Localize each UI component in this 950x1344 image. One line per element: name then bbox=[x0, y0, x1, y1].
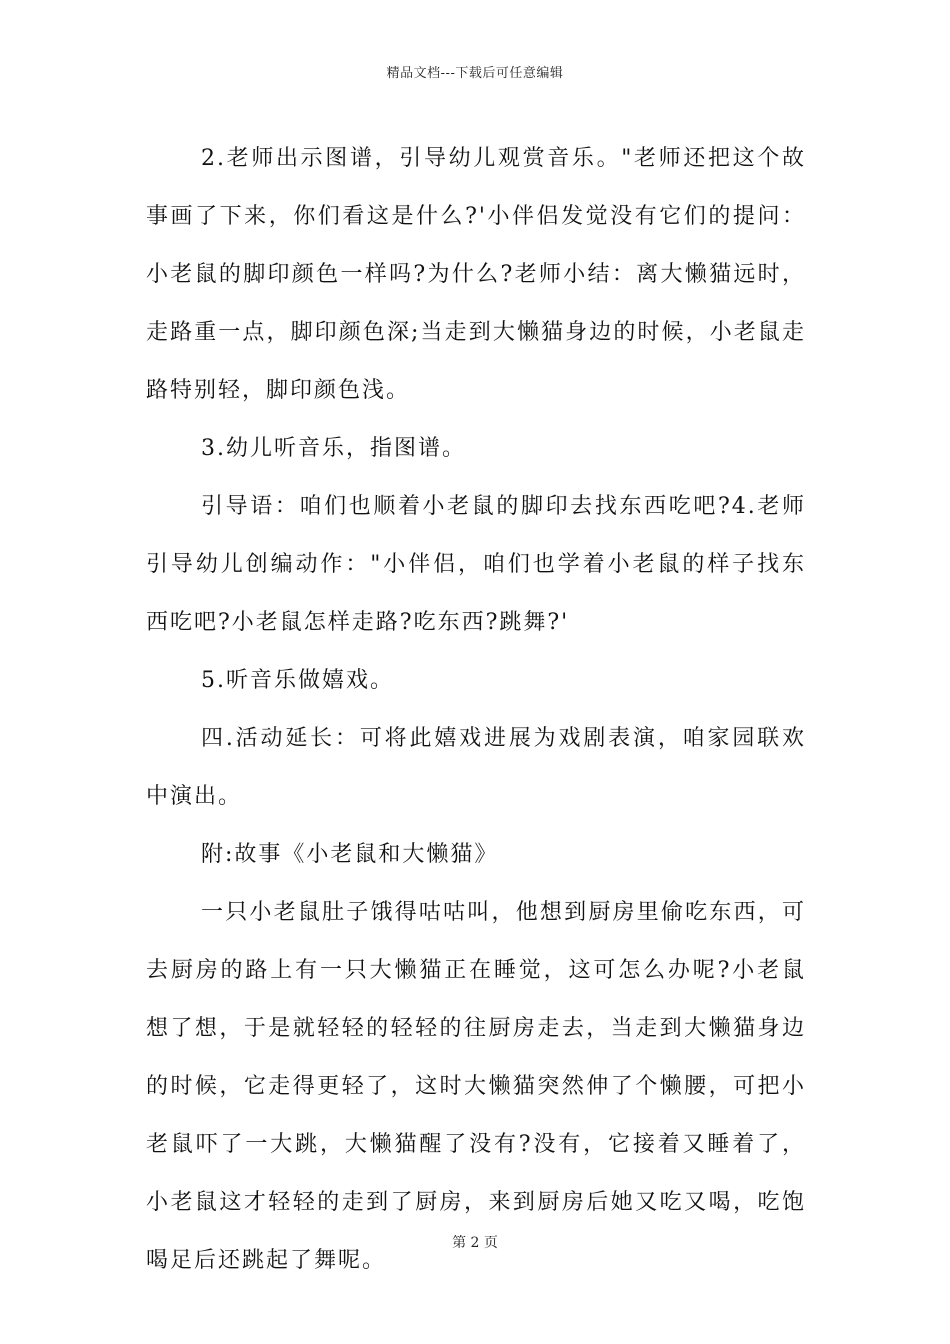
paragraph-step-4: 引导语：咱们也顺着小老鼠的脚印去找东西吃吧?4.老师引导幼儿创编动作："小伴侣，咱们也学着小老鼠的样子找东西吃吧?小老鼠怎样走路?吃东西?跳舞?' bbox=[146, 494, 806, 635]
page-header: 精品文档---下载后可任意编辑 bbox=[386, 66, 564, 81]
paragraph-step-2: 2.老师出示图谱，引导幼儿观赏音乐。"老师还把这个故事画了下来，你们看这是什么?'小伴侣发觉没有它们的提问：小老鼠的脚印颜色一样吗?为什么?老师小结：离大懒猫远时，走路重一点，脚印颜色深;当走到大懒猫身边的时候，小老鼠走路特别轻，脚印颜色浅。 bbox=[146, 146, 806, 403]
paragraph-story-title: 附:故事《小老鼠和大懒猫》 bbox=[201, 842, 499, 867]
document-body bbox=[146, 130, 806, 1290]
paragraph-story-text: 一只小老鼠肚子饿得咕咕叫，他想到厨房里偷吃东西，可去厨房的路上有一只大懒猫正在睡觉，这可怎么办呢?小老鼠想了想，于是就轻轻的轻轻的往厨房走去，当走到大懒猫身边的时候，它走得更轻了，这时大懒猫突然伸了个懒腰，可把小老鼠吓了一大跳，大懒猫醒了没有?没有，它接着又睡着了，小老鼠这才轻轻的走到了厨房，来到厨房后她又吃又喝，吃饱喝足后还跳起了舞呢。 bbox=[146, 900, 806, 1273]
page-number: 第 2 页 bbox=[452, 1235, 498, 1251]
paragraph-extension: 四.活动延长：可将此嬉戏进展为戏剧表演，咱家园联欢中演出。 bbox=[146, 726, 806, 809]
paragraph-step-5: 5.听音乐做嬉戏。 bbox=[201, 668, 394, 693]
paragraph-step-3: 3.幼儿听音乐，指图谱。 bbox=[201, 436, 466, 461]
